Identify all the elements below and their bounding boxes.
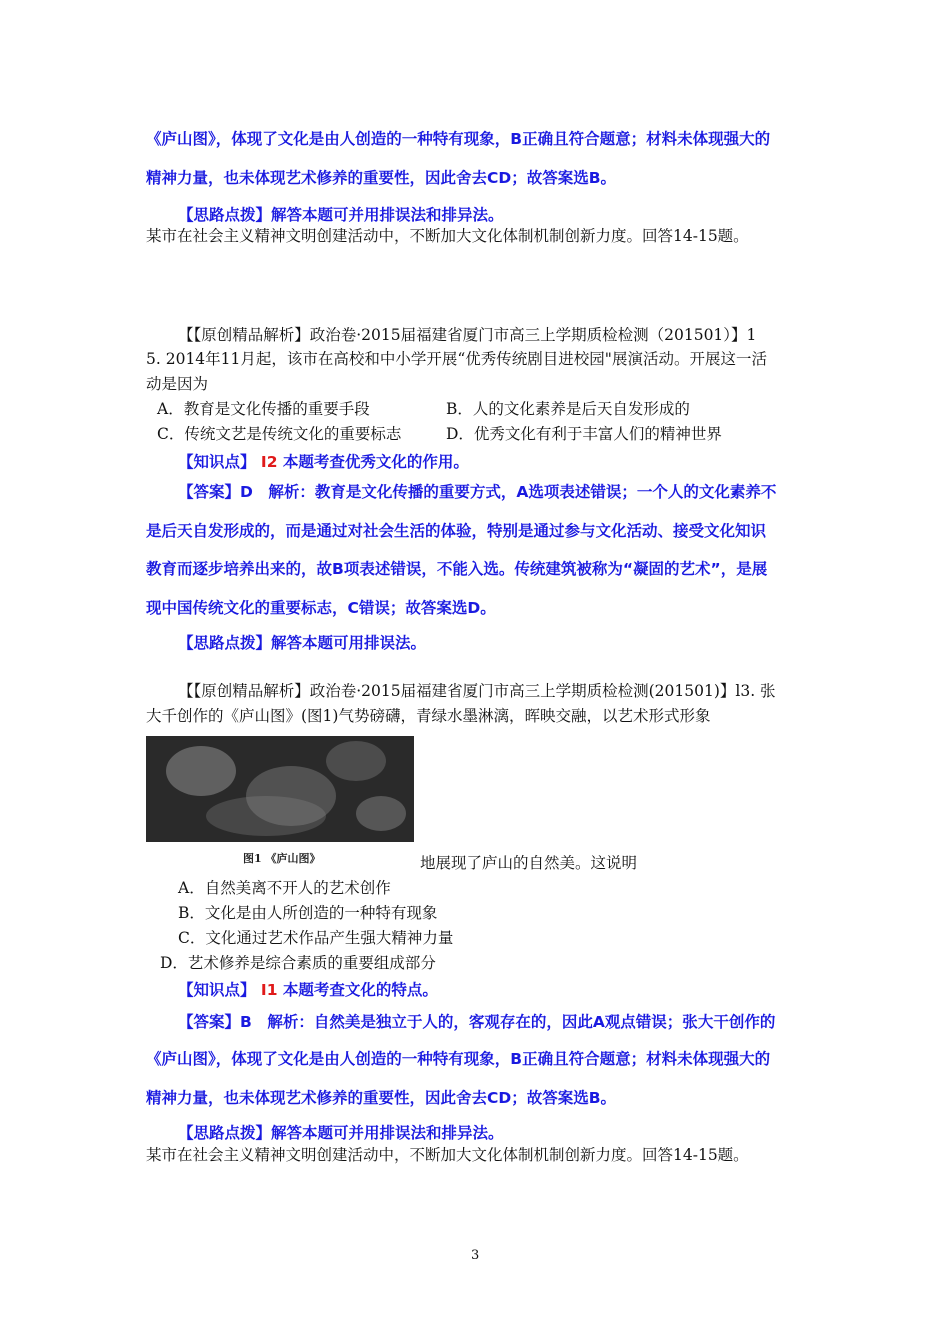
figure-caption: 图1 《庐山图》 — [243, 852, 321, 865]
q13-option-b: B．文化是由人所创造的一种特有现象 — [178, 904, 438, 922]
q15-option-c: C．传统文艺是传统文化的重要标志 — [157, 425, 402, 443]
q15-kp-text: 本题考查优秀文化的作用。 — [282, 453, 469, 471]
q13-option-a: A．自然美离不开人的艺术创作 — [178, 879, 391, 897]
q15-kp-code: I2 — [260, 453, 278, 471]
top-analysis-line-1: 《庐山图》，体现了文化是由人创造的一种特有现象，B正确且符合题意；材料未体现强大的 — [146, 130, 771, 148]
page-number: 3 — [471, 1248, 480, 1263]
top-hint: 【思路点拨】解答本题可并用排误法和排异法。 — [178, 206, 504, 224]
q13-answer-line-1: 【答案】B 解析：自然美是独立于人的，客观存在的，因此A观点错误；张大干创作的 — [178, 1013, 776, 1031]
q13-kp-text: 本题考查文化的特点。 — [282, 981, 438, 999]
q13-option-d: D．艺术修养是综合素质的重要组成部分 — [160, 954, 436, 972]
q13-kp-code: I1 — [260, 981, 278, 999]
q13-answer-line-3: 精神力量，也未体现艺术修养的重要性，因此舍去CD；故答案选B。 — [146, 1089, 617, 1107]
q15-stem-line-2: 5. 2014年11月起，该市在高校和中小学开展“优秀传统剧目进校园"展演活动。开展这一活 — [146, 350, 767, 368]
q15-knowledge-point — [178, 450, 469, 472]
q13-option-c: C．文化通过艺术作品产生强大精神力量 — [178, 929, 454, 947]
top-analysis-line-2: 精神力量，也未体现艺术修养的重要性，因此舍去CD；故答案选B。 — [146, 169, 617, 187]
q15-hint: 【思路点拨】解答本题可用排误法。 — [178, 634, 427, 652]
q15-answer-line-3: 教育而逐步培养出来的，故B项表述错误，不能入选。传统建筑被称为“凝固的艺术”，是展 — [146, 560, 768, 578]
q15-stem-line-1: 【【原创精品解析】政治卷·2015届福建省厦门市高三上学期质检检测（201501）】1 — [178, 326, 757, 344]
top-intro: 某市在社会主义精神文明创建活动中，不断加大文化体制机制创新力度。回答14-15题。 — [146, 227, 749, 245]
q13-answer-line-2: 《庐山图》，体现了文化是由人创造的一种特有现象，B正确且符合题意；材料未体现强大的 — [146, 1050, 771, 1068]
q15-kp-label: 【知识点】 — [178, 453, 256, 471]
q15-answer-line-4: 现中国传统文化的重要标志，C错误；故答案选D。 — [146, 599, 496, 617]
q15-answer-line-2: 是后天自发形成的，而是通过对社会生活的体验，特别是通过参与文化活动、接受文化知识 — [146, 522, 767, 540]
q13-stem-line-3: 地展现了庐山的自然美。这说明 — [420, 854, 638, 872]
q13-kp-label: 【知识点】 — [178, 981, 256, 999]
q13-knowledge-point — [178, 978, 438, 1000]
q15-option-b: B．人的文化素养是后天自发形成的 — [446, 400, 690, 418]
q13-stem-line-1: 【【原创精品解析】政治卷·2015届福建省厦门市高三上学期质检检测(201501)】l3. 张 — [178, 682, 776, 700]
q15-answer-line-1: 【答案】D 解析：教育是文化传播的重要方式，A选项表述错误；一个人的文化素养不 — [178, 483, 777, 501]
q13-stem-line-2: 大千创作的《庐山图》(图1)气势磅礴，青绿水墨淋漓，晖映交融，以艺术形式形象 — [146, 707, 711, 725]
q13-intro: 某市在社会主义精神文明创建活动中，不断加大文化体制机制创新力度。回答14-15题。 — [146, 1146, 749, 1164]
lushan-painting-image — [146, 736, 414, 842]
q15-option-d: D．优秀文化有利于丰富人们的精神世界 — [446, 425, 722, 443]
q15-option-a: A．教育是文化传播的重要手段 — [157, 400, 370, 418]
q15-stem-line-3: 动是因为 — [146, 375, 209, 393]
q13-hint: 【思路点拨】解答本题可并用排误法和排异法。 — [178, 1124, 504, 1142]
